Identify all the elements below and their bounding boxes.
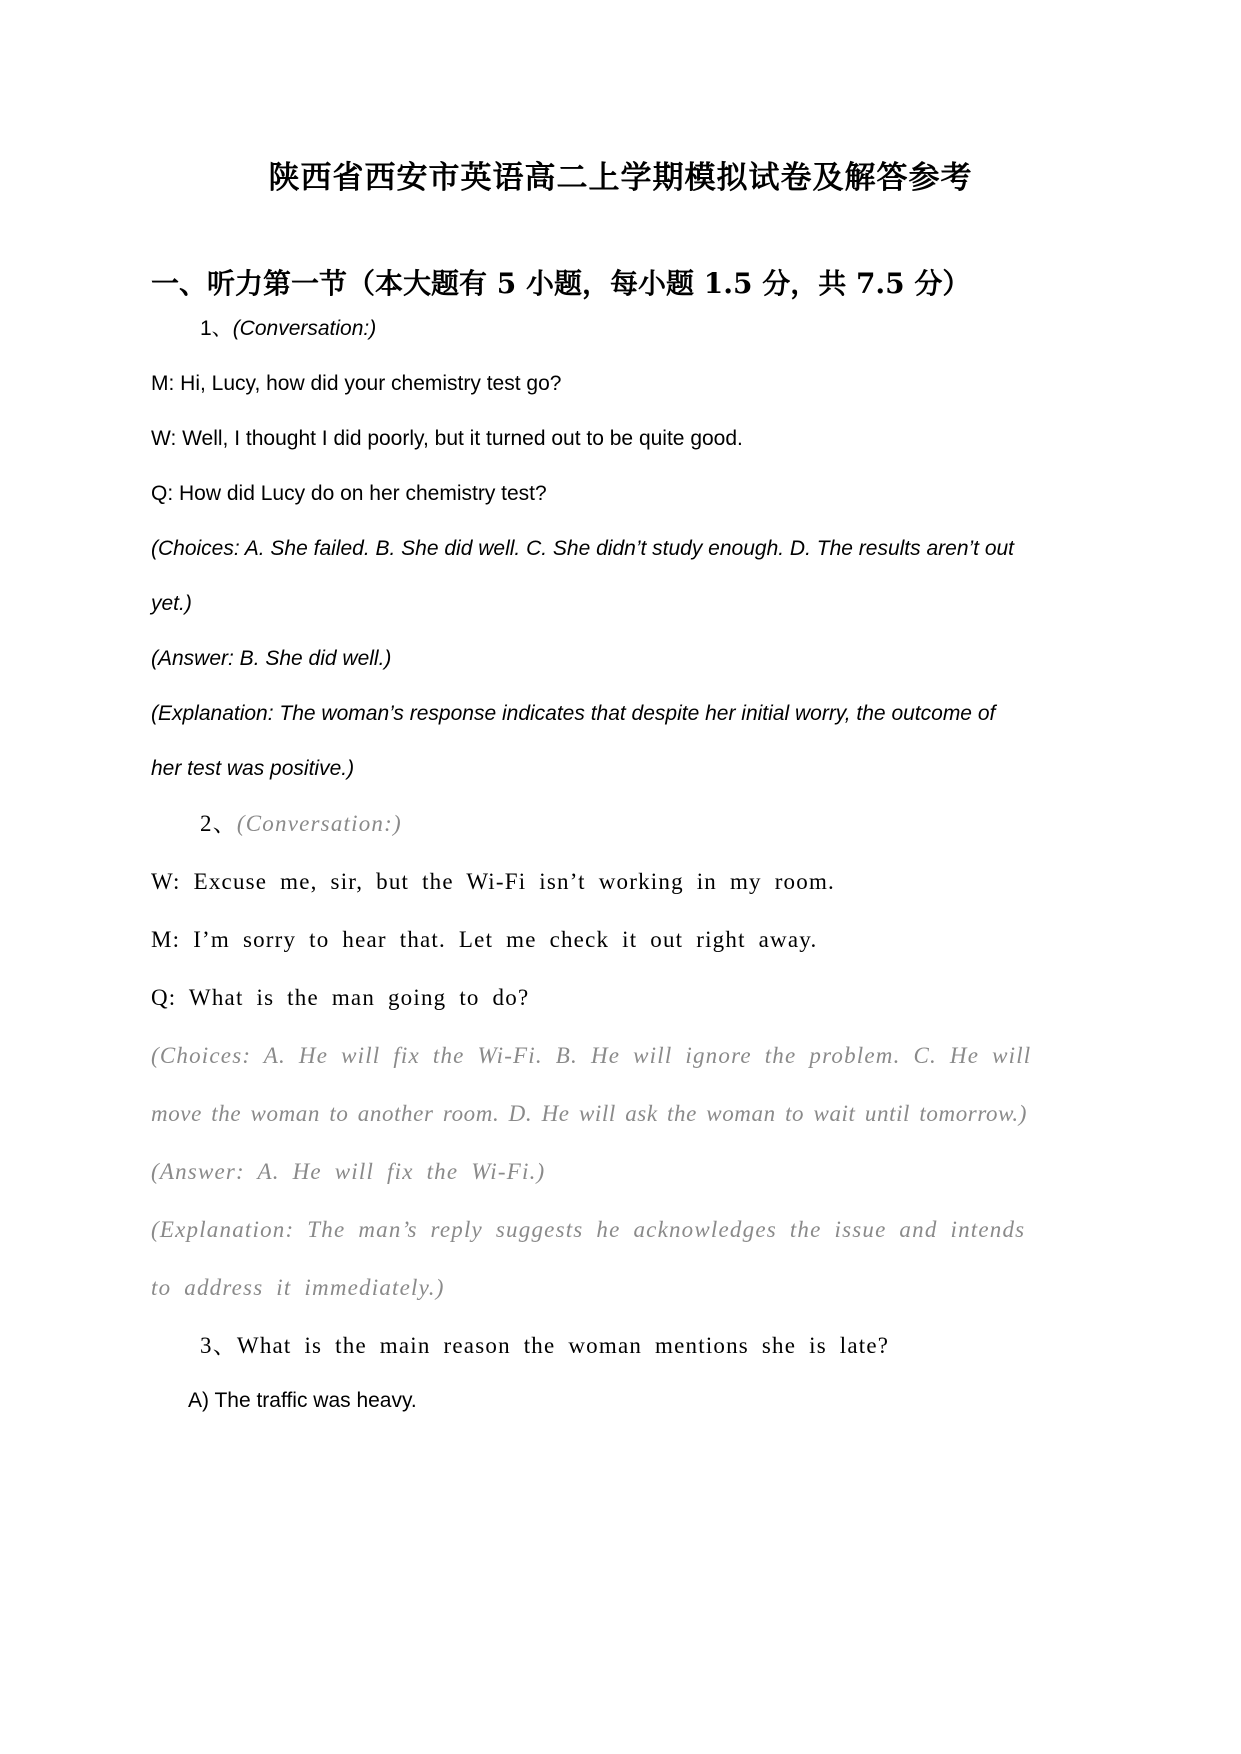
q2-man-line: M: I’m sorry to hear that. Let me check it out right away. (151, 927, 818, 952)
q2-choices-line-1: (Choices: A. He will fix the Wi-Fi. B. He will ignore the problem. C. He will (151, 1043, 1032, 1068)
q2-explanation-line-1: (Explanation: The man’s reply suggests he acknowledges the issue and intends (151, 1217, 1026, 1242)
q1-label: (Conversation:) (232, 317, 377, 340)
q1-header (200, 314, 376, 344)
q1-woman-line: W: Well, I thought I did poorly, but it turned out to be quite good. (151, 427, 743, 450)
section-heading: 一、听力第一节（本大题有 5 小题，每小题 1.5 分，共 7.5 分） (151, 267, 971, 300)
q2-number: 2、 (200, 811, 237, 836)
q2-header (200, 809, 402, 839)
q1-explanation-line-2: her test was positive.) (151, 757, 355, 780)
q2-choices-line-2: move the woman to another room. D. He will ask the woman to wait until tomorrow.) (151, 1101, 1027, 1126)
q2-woman-line: W: Excuse me, sir, but the Wi-Fi isn’t working in my room. (151, 869, 835, 894)
q1-choices-line-1: (Choices: A. She failed. B. She did well. C. She didn’t study enough. D. The results aren’t out (151, 537, 1015, 560)
q1-answer: (Answer: B. She did well.) (151, 647, 392, 670)
document-title: 陕西省西安市英语高二上学期模拟试卷及解答参考 (268, 160, 973, 196)
q1-number: 1、 (200, 317, 233, 340)
q2-answer: (Answer: A. He will fix the Wi-Fi.) (151, 1159, 546, 1184)
q2-explanation-line-2: to address it immediately.) (151, 1275, 445, 1300)
q3-number: 3、 (200, 1333, 237, 1358)
q2-question: Q: What is the man going to do? (151, 985, 530, 1010)
q1-question: Q: How did Lucy do on her chemistry test? (151, 482, 547, 505)
q1-man-line: M: Hi, Lucy, how did your chemistry test go? (151, 372, 562, 395)
q1-choices-line-2: yet.) (151, 592, 192, 615)
q2-label: (Conversation:) (236, 811, 402, 836)
q3-option-a: A) The traffic was heavy. (188, 1389, 417, 1412)
q3-header (200, 1331, 889, 1361)
q3-question: What is the main reason the woman mentions she is late? (236, 1333, 890, 1358)
q1-explanation-line-1: (Explanation: The woman’s response indicates that despite her initial worry, the outcome of (151, 702, 996, 725)
